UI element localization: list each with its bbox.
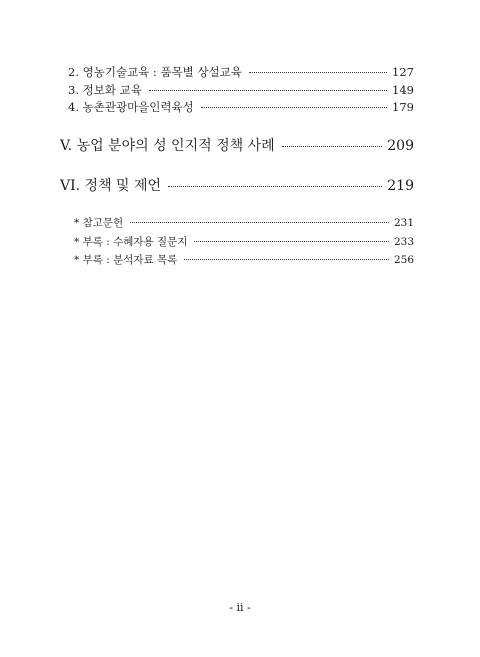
dot-leader <box>282 146 383 147</box>
dot-leader <box>249 72 387 73</box>
toc-entry-label: 4. 농촌관광마을인력육성 <box>68 100 194 114</box>
toc-entry-reference <box>74 215 414 230</box>
toc-entry-label: 3. 정보화 교육 <box>68 83 142 97</box>
toc-entry-page: 179 <box>392 100 414 114</box>
toc-entry-reference <box>74 234 414 249</box>
toc-entry-label: VI. 정책 및 제언 <box>60 178 162 194</box>
toc-entry-subsection <box>68 99 414 115</box>
toc-entry-page: 149 <box>392 83 414 97</box>
toc-entry-label: V. 농업 분야의 성 인지적 정책 사례 <box>60 138 275 154</box>
page-number: - ii - <box>229 601 251 614</box>
toc-entry-label: * 부록 : 분석자료 목록 <box>74 254 178 266</box>
dot-leader <box>130 222 389 223</box>
toc-entry-label: * 참고문헌 <box>74 217 124 229</box>
toc-entry-page: 256 <box>393 254 414 266</box>
dot-leader <box>184 259 389 260</box>
toc-entry-chapter <box>60 135 414 155</box>
toc-entry-subsection <box>68 82 414 98</box>
toc-entry-label: 2. 영농기술교육 : 품목별 상설교육 <box>68 65 242 79</box>
dot-leader <box>168 186 382 187</box>
toc-entry-subsection <box>68 64 414 80</box>
toc-entry-page: 127 <box>392 65 414 79</box>
dot-leader <box>201 107 387 108</box>
toc-entry-reference <box>74 252 414 267</box>
toc-entry-page: 209 <box>387 138 414 154</box>
dot-leader <box>194 241 389 242</box>
toc-entry-page: 233 <box>393 236 414 248</box>
toc-entry-chapter <box>60 175 414 195</box>
toc-entry-page: 219 <box>387 178 414 194</box>
toc-entry-label: * 부록 : 수혜자용 질문지 <box>74 236 188 248</box>
toc-entry-page: 231 <box>393 217 414 229</box>
dot-leader <box>149 90 387 91</box>
